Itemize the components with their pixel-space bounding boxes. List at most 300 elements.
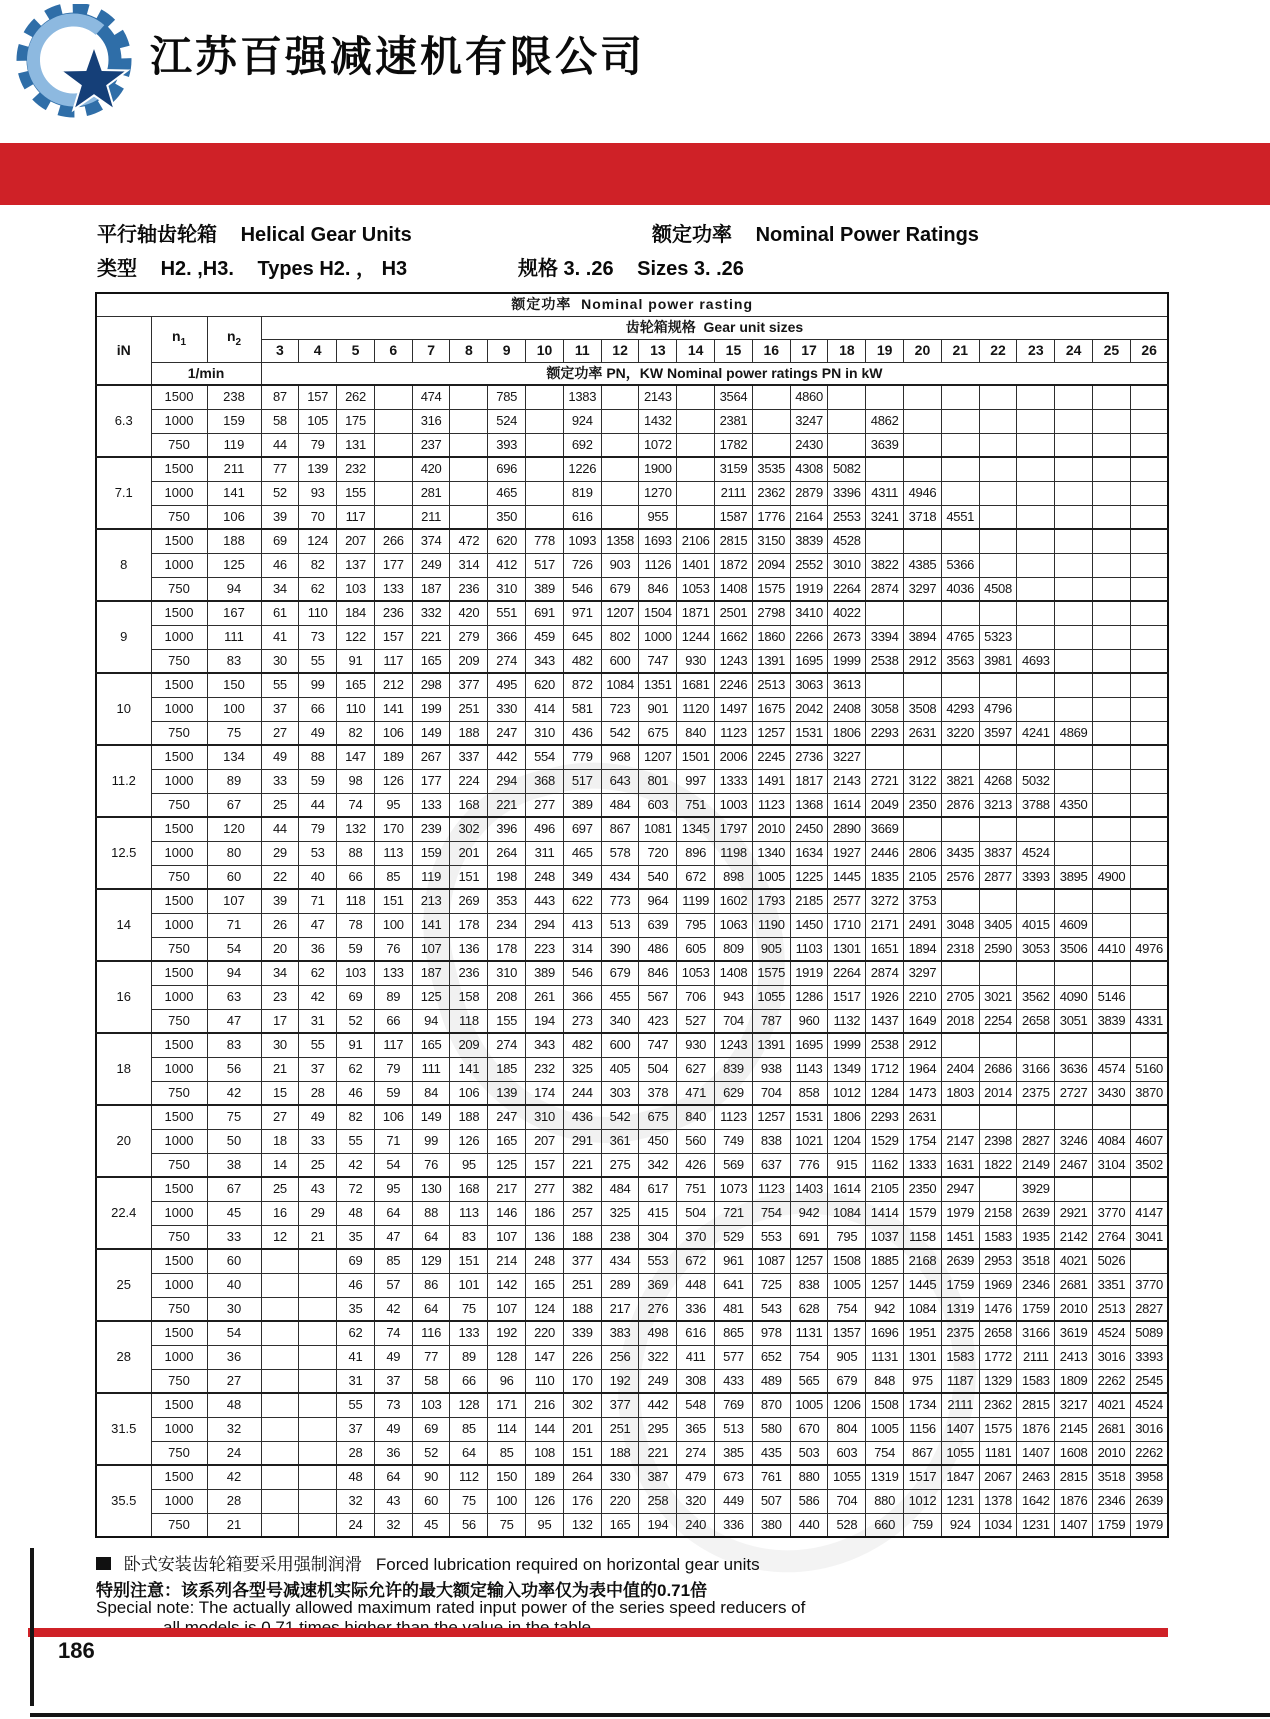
power-cell: 1226 [563,457,601,481]
power-cell: 616 [563,505,601,529]
power-cell: 66 [374,1009,412,1033]
power-cell: 1378 [979,1489,1017,1513]
power-cell: 21 [299,1225,337,1249]
power-cell: 289 [601,1273,639,1297]
power-cell: 2874 [866,577,904,601]
power-cell: 442 [639,1393,677,1417]
power-cell: 103 [337,577,375,601]
n1-cell: 1000 [151,1273,207,1297]
power-cell: 1602 [715,889,753,913]
power-cell: 436 [563,1105,601,1129]
power-cell: 189 [526,1465,564,1489]
power-cell: 4524 [1130,1393,1168,1417]
power-cell: 3839 [1093,1009,1131,1033]
power-cell: 82 [299,553,337,577]
power-cell: 924 [941,1513,979,1537]
power-cell: 187 [412,961,450,985]
power-cell: 1231 [1017,1513,1055,1537]
power-cell: 2293 [866,1105,904,1129]
table-row [96,961,1168,985]
table-row [96,697,1168,721]
power-cell [450,433,488,457]
power-cell: 551 [488,601,526,625]
power-cell: 3217 [1055,1393,1093,1417]
n2-cell: 50 [207,1129,261,1153]
power-cell: 4607 [1130,1129,1168,1153]
power-cell: 1817 [790,769,828,793]
power-cell: 1587 [715,505,753,529]
power-cell: 59 [299,769,337,793]
power-cell: 30 [261,649,299,673]
power-cell: 1951 [904,1321,942,1345]
power-cell: 436 [563,721,601,745]
power-cell: 151 [450,865,488,889]
power-cell: 1979 [941,1201,979,1225]
power-cell: 704 [752,1081,790,1105]
power-cell: 2576 [941,865,979,889]
power-cell [941,481,979,505]
power-cell: 2346 [1017,1273,1055,1297]
power-cell: 795 [677,913,715,937]
company-name: 江苏百强减速机有限公司 [150,33,646,80]
power-cell [450,409,488,433]
power-cell: 1476 [979,1297,1017,1321]
n2-cell: 100 [207,697,261,721]
power-cell: 325 [563,1057,601,1081]
power-cell: 3297 [904,577,942,601]
power-cell [904,673,942,697]
power-cell: 4524 [1017,841,1055,865]
power-cell: 188 [563,1297,601,1321]
special-note-en: Special note: The actually allowed maximum rated input power of the series speed reducers of [96,1598,806,1617]
power-cell [261,1297,299,1321]
power-cell: 481 [715,1297,753,1321]
n1-cell: 1000 [151,697,207,721]
power-cell [1093,889,1131,913]
power-cell: 434 [601,865,639,889]
power-cell [904,601,942,625]
power-cell [979,1033,1017,1057]
power-cell: 637 [752,1153,790,1177]
power-cell: 49 [299,721,337,745]
table-row [96,1273,1168,1297]
power-cell: 89 [374,985,412,1009]
power-cell: 75 [450,1297,488,1321]
power-cell: 670 [790,1417,828,1441]
power-cell: 1257 [752,1105,790,1129]
n2-cell: 67 [207,793,261,817]
power-cell: 1391 [752,1033,790,1057]
power-cell [1055,673,1093,697]
power-cell: 4385 [904,553,942,577]
power-cell: 199 [412,697,450,721]
power-cell: 2590 [979,937,1017,961]
power-cell [1055,529,1093,553]
power-cell: 88 [337,841,375,865]
n2-cell: 54 [207,937,261,961]
n1-cell: 1000 [151,553,207,577]
power-cell: 1504 [639,601,677,625]
power-cell: 1759 [1093,1513,1131,1537]
n1-cell: 750 [151,1153,207,1177]
power-cell: 95 [526,1513,564,1537]
power-cell: 129 [412,1249,450,1273]
power-cell: 72 [337,1177,375,1201]
power-cell: 2264 [828,961,866,985]
power-cell: 1885 [866,1249,904,1273]
power-cell: 66 [299,697,337,721]
power-cell: 366 [563,985,601,1009]
power-cell: 898 [715,865,753,889]
power-cell: 52 [261,481,299,505]
power-cell: 754 [866,1441,904,1465]
power-cell: 479 [677,1465,715,1489]
product-title-en: Helical Gear Units [240,224,412,246]
power-cell [941,1033,979,1057]
power-cell: 546 [563,577,601,601]
power-cell: 2168 [904,1249,942,1273]
power-cell: 773 [601,889,639,913]
power-cell: 320 [677,1489,715,1513]
n2-cell: 24 [207,1441,261,1465]
power-cell [299,1345,337,1369]
power-cell [979,1177,1017,1201]
power-cell: 100 [488,1489,526,1513]
power-cell: 1333 [715,769,753,793]
power-cell [1093,721,1131,745]
power-cell: 25 [261,1177,299,1201]
size-title-en: Sizes 3. .26 [637,258,744,280]
power-cell: 4410 [1093,937,1131,961]
power-cell: 64 [412,1225,450,1249]
power-cell: 802 [601,625,639,649]
power-cell: 128 [450,1393,488,1417]
power-cell [828,409,866,433]
power-cell: 2111 [1017,1345,1055,1369]
type-title [97,252,407,281]
power-cell: 1772 [979,1345,1017,1369]
power-cell: 146 [488,1201,526,1225]
power-cell: 350 [488,505,526,529]
power-cell [601,505,639,529]
power-cell: 2450 [790,817,828,841]
power-cell: 2185 [790,889,828,913]
power-cell: 207 [526,1129,564,1153]
power-cell: 2010 [752,817,790,841]
power-cell: 586 [790,1489,828,1513]
power-cell [1093,745,1131,769]
power-cell: 2145 [1055,1417,1093,1441]
power-cell: 69 [412,1417,450,1441]
n1-cell: 1500 [151,1033,207,1057]
power-cell: 4331 [1130,1009,1168,1033]
power-cell: 1651 [866,937,904,961]
power-cell [1055,697,1093,721]
power-cell [941,889,979,913]
power-cell: 177 [374,553,412,577]
power-cell: 43 [299,1177,337,1201]
power-cell: 136 [450,937,488,961]
power-cell [601,481,639,505]
power-cell [299,1393,337,1417]
power-cell: 675 [639,1105,677,1129]
power-cell: 23 [261,985,299,1009]
power-cell: 1517 [904,1465,942,1489]
rating-title [652,218,979,247]
power-cell: 340 [601,1009,639,1033]
power-cell [1130,961,1168,985]
power-cell: 420 [450,601,488,625]
table-row [96,481,1168,505]
n1-cell: 1500 [151,817,207,841]
power-cell [979,385,1017,409]
power-cell [450,481,488,505]
power-cell: 1358 [601,529,639,553]
power-cell: 212 [374,673,412,697]
power-cell: 840 [677,1105,715,1129]
power-cell: 1776 [752,505,790,529]
power-cell: 3010 [828,553,866,577]
power-cell: 3241 [866,505,904,529]
power-cell [1017,385,1055,409]
power-cell: 69 [337,985,375,1009]
power-cell [1130,889,1168,913]
size-column-header: 6 [374,339,412,362]
power-cell: 2552 [790,553,828,577]
power-cell: 294 [488,769,526,793]
power-cell: 266 [374,529,412,553]
power-cell: 66 [450,1369,488,1393]
power-cell [1017,961,1055,985]
power-cell [1055,889,1093,913]
power-cell [1093,409,1131,433]
red-divider-line [28,1628,1168,1637]
power-cell: 4293 [941,697,979,721]
power-cell: 751 [677,1177,715,1201]
power-cell: 3770 [1093,1201,1131,1225]
power-cell: 291 [563,1129,601,1153]
n1-cell: 750 [151,1297,207,1321]
power-cell [941,409,979,433]
size-column-header: 10 [526,339,564,362]
power-cell: 1712 [866,1057,904,1081]
power-cell: 440 [790,1513,828,1537]
power-cell: 275 [601,1153,639,1177]
power-cell: 754 [828,1297,866,1321]
power-cell: 3063 [790,673,828,697]
power-cell [1093,697,1131,721]
power-cell: 1319 [941,1297,979,1321]
power-cell: 455 [601,985,639,1009]
power-cell: 801 [639,769,677,793]
ratio-cell: 31.5 [96,1393,151,1465]
power-cell: 691 [790,1225,828,1249]
power-cell: 111 [412,1057,450,1081]
power-cell: 795 [828,1225,866,1249]
power-cell: 616 [677,1321,715,1345]
power-cell: 165 [601,1513,639,1537]
power-cell: 1919 [790,577,828,601]
power-cell: 56 [450,1513,488,1537]
table-row [96,505,1168,529]
power-cell: 3894 [904,625,942,649]
power-cell: 133 [374,961,412,985]
power-cell: 103 [337,961,375,985]
power-cell: 1408 [715,961,753,985]
power-cell: 3518 [1093,1465,1131,1489]
power-cell [1055,553,1093,577]
power-cell: 192 [488,1321,526,1345]
power-cell: 1517 [828,985,866,1009]
power-cell [979,433,1017,457]
power-cell [299,1321,337,1345]
power-cell: 3016 [1130,1417,1168,1441]
power-cell: 1123 [752,793,790,817]
power-cell: 82 [337,721,375,745]
table-row [96,889,1168,913]
power-cell [261,1441,299,1465]
rating-title-zh: 额定功率 [652,224,732,246]
power-cell: 107 [412,937,450,961]
n2-cell: 30 [207,1297,261,1321]
n2-cell: 33 [207,1225,261,1249]
power-cell: 3718 [904,505,942,529]
power-cell: 151 [563,1441,601,1465]
power-cell: 2010 [1093,1441,1131,1465]
power-cell: 34 [261,961,299,985]
power-cell: 369 [639,1273,677,1297]
power-cell: 2246 [715,673,753,697]
power-cell: 249 [412,553,450,577]
power-cell [979,457,1017,481]
power-cell: 1407 [1017,1441,1055,1465]
power-cell: 168 [450,1177,488,1201]
power-cell: 1445 [904,1273,942,1297]
size-column-header: 14 [677,339,715,362]
power-cell: 3564 [715,385,753,409]
power-cell: 3895 [1055,865,1093,889]
power-cell: 905 [828,1345,866,1369]
power-cell: 1894 [904,937,942,961]
power-cell [677,433,715,457]
power-cell [1055,505,1093,529]
n2-cell: 54 [207,1321,261,1345]
power-cell: 124 [299,529,337,553]
power-cell: 130 [412,1177,450,1201]
power-cell [374,457,412,481]
power-cell: 91 [337,649,375,673]
ratio-cell: 35.5 [96,1465,151,1537]
power-cell: 244 [563,1081,601,1105]
power-cell: 1822 [979,1153,1017,1177]
n2-cell: 83 [207,1033,261,1057]
power-cell: 91 [337,1033,375,1057]
type-title-en: Types H2. ， H3 [257,258,408,280]
power-cell: 2491 [904,913,942,937]
power-cell [941,433,979,457]
power-cell: 896 [677,841,715,865]
power-cell: 62 [299,577,337,601]
power-cell: 276 [639,1297,677,1321]
power-cell [1017,409,1055,433]
power-cell: 434 [601,1249,639,1273]
power-cell: 2806 [904,841,942,865]
power-cell: 3837 [979,841,1017,865]
power-cell [1130,793,1168,817]
power-cell: 70 [299,505,337,529]
size-column-header: 26 [1130,339,1168,362]
power-cell: 930 [677,649,715,673]
power-cell: 2262 [1130,1441,1168,1465]
power-cell: 380 [752,1513,790,1537]
power-cell: 141 [450,1057,488,1081]
power-cell: 86 [412,1273,450,1297]
type-models: H2. ,H3. [160,258,234,280]
ratio-cell: 9 [96,601,151,673]
power-cell: 137 [337,553,375,577]
n1-cell: 1000 [151,985,207,1009]
table-row [96,1201,1168,1225]
power-cell: 1319 [866,1465,904,1489]
power-cell: 126 [450,1129,488,1153]
power-cell [1130,481,1168,505]
power-cell: 330 [601,1465,639,1489]
power-cell: 119 [412,865,450,889]
gear-star-logo-icon [14,4,146,124]
power-cell: 44 [261,433,299,457]
power-cell: 2149 [1017,1153,1055,1177]
power-cell: 20 [261,937,299,961]
power-cell: 1575 [752,577,790,601]
lubrication-note [96,1550,760,1575]
power-cell: 2210 [904,985,942,1009]
power-cell: 1003 [715,793,753,817]
table-row [96,1129,1168,1153]
power-cell: 870 [752,1393,790,1417]
power-cell: 2264 [828,577,866,601]
n1-cell: 750 [151,937,207,961]
power-cell: 3929 [1017,1177,1055,1201]
power-cell: 336 [715,1513,753,1537]
power-cell: 465 [488,481,526,505]
n2-cell: 75 [207,721,261,745]
power-cell [1055,625,1093,649]
power-cell: 99 [299,673,337,697]
power-cell: 3562 [1017,985,1055,1009]
power-cell [299,1369,337,1393]
power-cell [1055,1033,1093,1057]
power-cell [526,457,564,481]
power-cell: 44 [299,793,337,817]
power-cell: 58 [261,409,299,433]
power-cell: 679 [601,577,639,601]
size-column-header: 5 [337,339,375,362]
table-row [96,601,1168,625]
power-cell: 426 [677,1153,715,1177]
size-column-header: 25 [1093,339,1131,362]
power-cell: 2398 [979,1129,1017,1153]
size-column-header: 24 [1055,339,1093,362]
power-cell: 221 [639,1441,677,1465]
power-cell: 905 [752,937,790,961]
power-cell: 396 [488,817,526,841]
table-row [96,649,1168,673]
power-cell: 846 [639,577,677,601]
power-cell: 4869 [1055,721,1093,745]
table-row [96,769,1168,793]
power-cell: 749 [715,1129,753,1153]
table-row [96,1417,1168,1441]
